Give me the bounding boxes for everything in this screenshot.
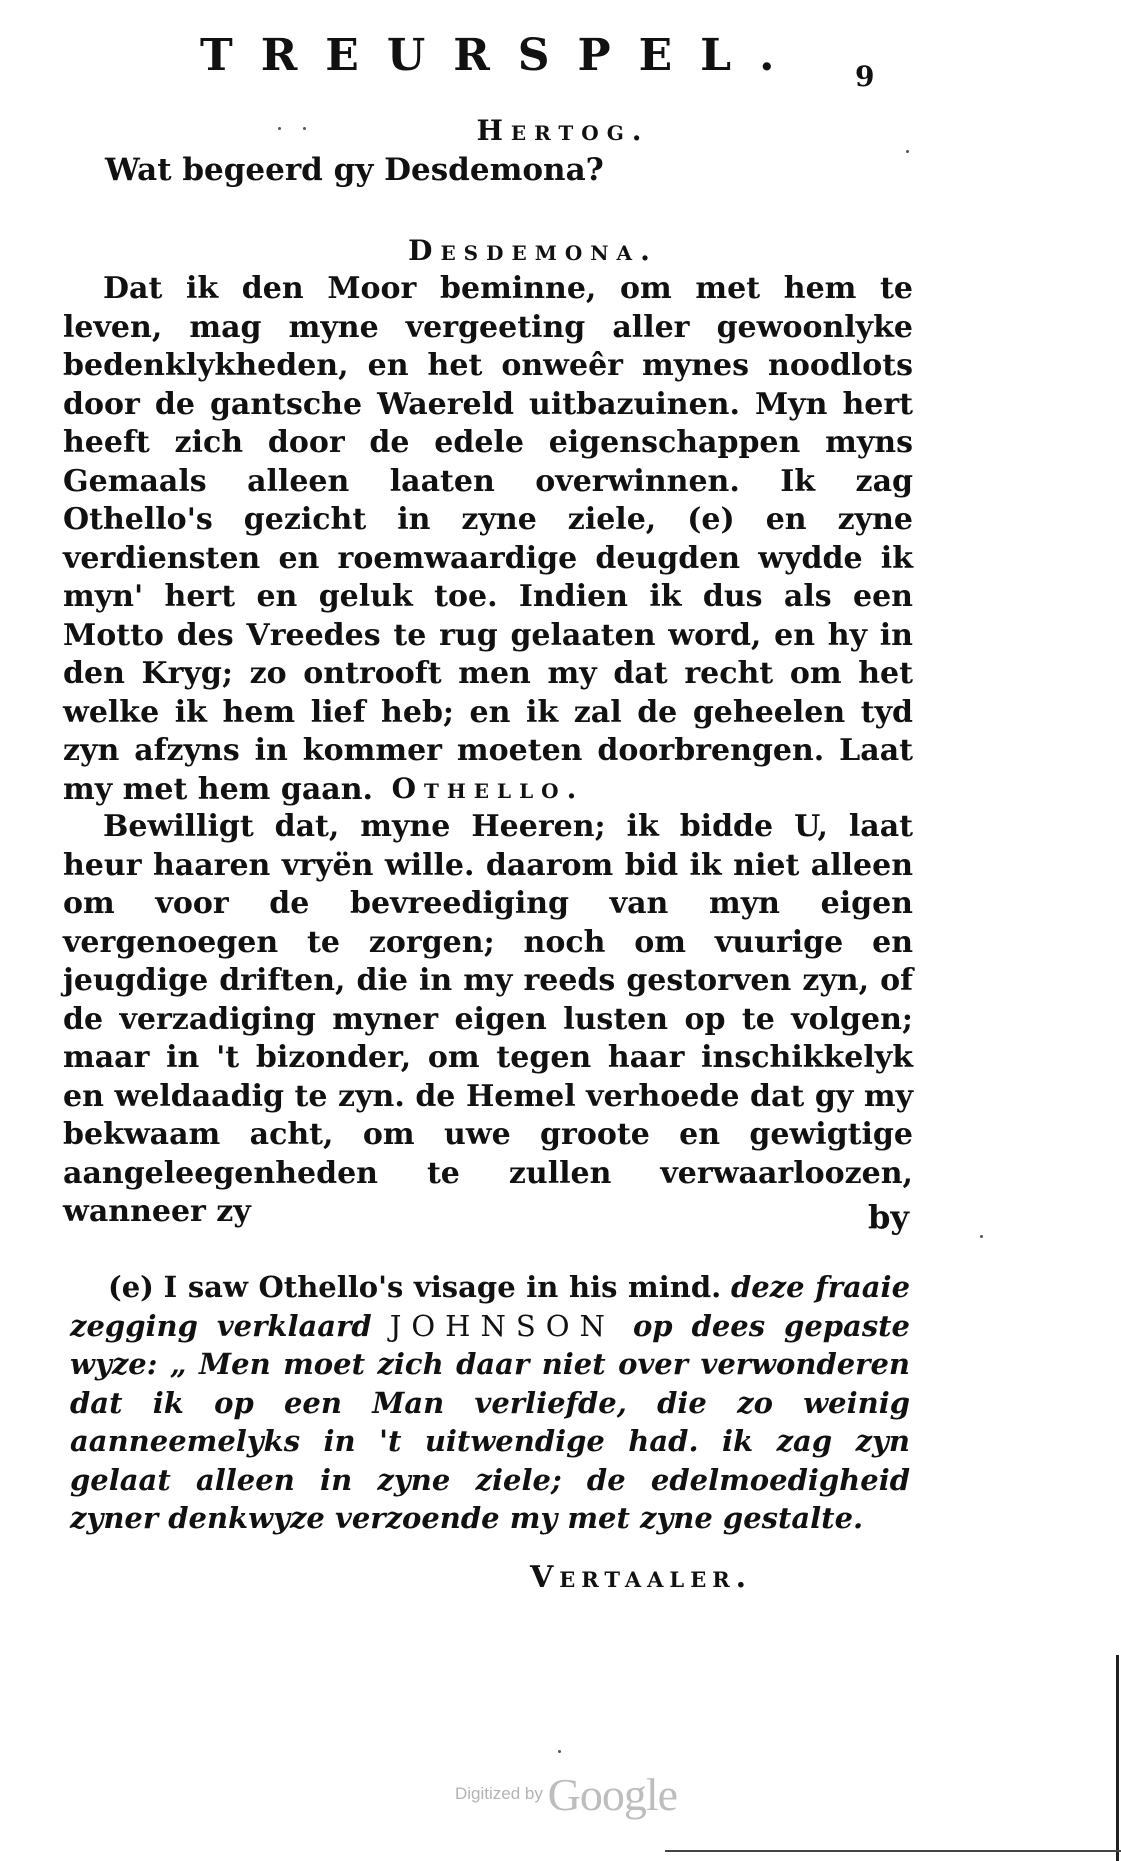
print-speck (906, 150, 909, 153)
page-edge-line (1116, 1655, 1119, 1861)
bottom-rule (665, 1850, 1121, 1852)
page-number: 9 (855, 60, 875, 93)
footnote-text-after-name: op dees gepaste wyze: „ Men moet zich daar niet over verwonderen dat ik op een Man verliefde, die zo weinig aanneemelyks in 't uitwendige had. ik zag zyn gelaat alleen in zyne ziele; de edelmoedigheid zyner denkwyze verzoende my met zyne gestalte. (70, 1308, 911, 1535)
othello-section (63, 770, 913, 1232)
hertog-section (63, 112, 913, 190)
print-speck (980, 1235, 983, 1238)
footnote-quote: I saw Othello's visage in his mind. (163, 1270, 722, 1304)
desdemona-speech (63, 270, 913, 809)
running-head: TREURSPEL. (200, 30, 803, 81)
catchword: by (868, 1198, 909, 1236)
hertog-line: Wat begeerd gy Desdemona? (105, 152, 604, 188)
footnote (70, 1268, 910, 1538)
desdemona-speech-text: Dat ik den Moor beminne, om met hem te leven, mag myne vergeeting aller gewoonlyke bedenklykheden, en het onweêr mynes noodlots door de gantsche Waereld uitbazuinen. Myn hert heeft zich door de edele eigenschappen myns Gemaals alleen laaten overwinnen. Ik zag Othello's gezicht in zyne ziele, (e) en zyne verdiensten en roemwaardige deugden wydde ik myn' hert en geluk toe. Indien ik dus als een Motto des Vreedes te rug gelaaten word, en hy in den Kryg; zo ontrooft men my dat recht om het welke ik hem lief heb; en ik zal de geheelen tyd zyn afzyns in kommer moeten doorbrengen. Laat my met hem gaan. (63, 271, 913, 807)
signature: Vertaaler. (530, 1560, 753, 1595)
othello-speech (63, 808, 913, 1232)
print-speck (303, 127, 306, 130)
speaker-hertog: Hertog. (476, 114, 650, 147)
footnote-text-before-name: deze fraaie zegging verklaard (70, 1270, 911, 1343)
google-logo: Google (547, 1769, 678, 1820)
speaker-othello: Othello. (391, 772, 585, 805)
digitized-watermark (455, 1768, 677, 1821)
print-speck (278, 127, 281, 130)
othello-speech-text: Bewilligt dat, myne Heeren; ik bidde U, laat heur haaren vryën wille. daarom bid ik niet alleen om voor de bevreediging van myn eigen vergenoegen te zorgen; noch om vuurige en jeugdige driften, die in my reeds gestorven zyn, of de verzadiging myner eigen lusten op te volgen; maar in 't bizonder, om tegen haar inschikkelyk en weldaadig te zyn. de Hemel verhoede dat gy my bekwaam acht, om uwe groote en gewigtige aangeleegenheden te zullen verwaarloozen, wanneer zy (63, 809, 913, 1229)
desdemona-section (63, 232, 913, 809)
footnote-marker: (e) (108, 1270, 154, 1304)
digitized-prefix: Digitized by (455, 1783, 543, 1803)
footnote-name: JOHNSON (389, 1308, 615, 1343)
print-speck (558, 1750, 561, 1753)
speaker-desdemona: Desdemona. (408, 234, 658, 267)
